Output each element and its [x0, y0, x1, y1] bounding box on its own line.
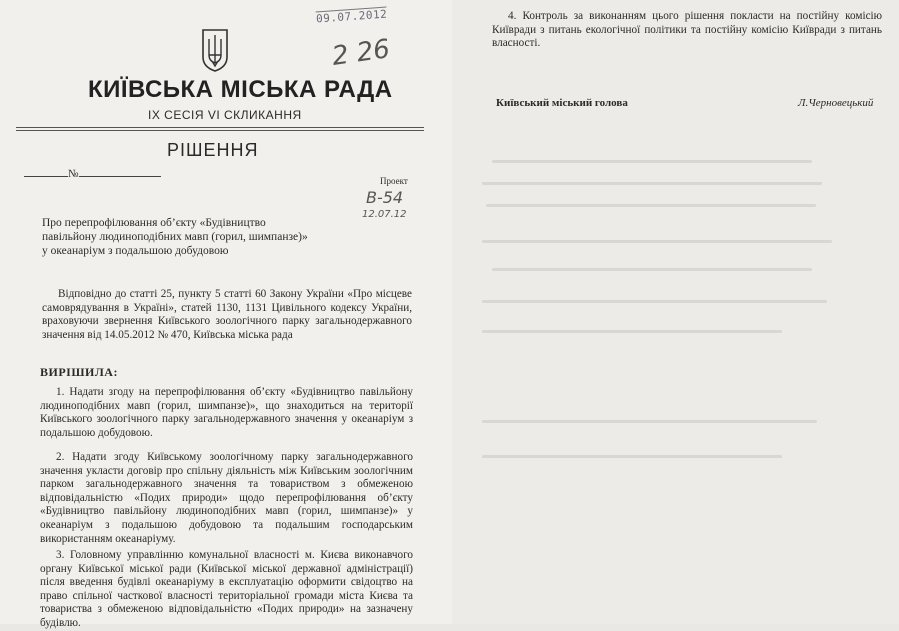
faint-bleed-through [482, 455, 782, 458]
number-sign: № [68, 168, 79, 180]
project-date: 12.07.12 [362, 209, 407, 220]
project-code: В-54 [366, 188, 404, 207]
decision-item-2: 2. Надати згоду Київському зоологічному парку загальнодержавного значення укласти договір про спільну діяльність між Київським зоологічним парком загальнодержавного значення та товариством з обмеженою відповідальністю «Подих природи» щодо перепрофілювання об’єкту «Будівництво павільйону людиноподібних мавп (горил, шимпанзе)» у океанаріум з подальшою добудовою та подальшим господарським використанням океанаріуму. [40, 451, 413, 545]
right-page [452, 0, 899, 624]
decision-item-3: 3. Головному управлінню комунальної власності м. Києва виконавчого органу Київської міської ради (Київської міської державної адміністрації) після введення будівлі океанаріуму в експлуатацію оформити свідоцтво на право спільної часткової власності територіальної громади міста Києва та товариства з обмеженою відповідальністю «Подих природи» на зазначену будівлю. [40, 549, 413, 629]
signature-role: Київський міський голова [496, 97, 628, 109]
faint-bleed-through [482, 420, 817, 423]
faint-bleed-through [482, 182, 822, 185]
council-title: КИЇВСЬКА МІСЬКА РАДА [88, 76, 393, 103]
registration-stamp-date: 09.07.2012 [315, 7, 388, 26]
faint-bleed-through [486, 204, 816, 207]
faint-bleed-through [482, 300, 827, 303]
signature-name: Л.Черновецький [798, 97, 874, 109]
decision-number-line [24, 168, 161, 180]
faint-bleed-through [492, 160, 812, 163]
decision-title: РІШЕННЯ [167, 140, 259, 160]
faint-bleed-through [492, 268, 812, 271]
handwritten-number: 2 26 [330, 34, 392, 72]
faint-bleed-through [482, 330, 782, 333]
number-blank [79, 168, 161, 177]
date-blank [24, 168, 68, 177]
session-info: IX СЕСІЯ VI СКЛИКАННЯ [148, 108, 302, 122]
decision-item-1: 1. Надати згоду на перепрофілювання об’єкту «Будівництво павільйону людиноподібних мавп (горил, шимпанзе)», що знаходиться на території Київського зоологічного парку загальнодержавного значення у океанаріум з подальшою добудовою. [40, 386, 413, 439]
resolved-heading: ВИРІШИЛА: [40, 365, 118, 379]
project-label: Проект [380, 176, 408, 186]
coat-of-arms-emblem-icon [200, 27, 230, 73]
preamble-paragraph: Відповідно до статті 25, пункту 5 статті 60 Закону України «Про місцеве самоврядування в Україні», статей 1130, 1131 Цивільного кодексу України, враховуючи звернення Київського зоологічного парку загальнодержавного значення від 14.05.2012 № 470, Київська міська рада [42, 288, 412, 341]
faint-bleed-through [482, 240, 832, 243]
decision-subject: Про перепрофілювання об’єкту «Будівництво павільйону людиноподібних мавп (горил, шимпанзе)» у океанаріум з подальшою добудовою [42, 217, 308, 257]
header-rule [16, 130, 424, 131]
header-rule [16, 127, 424, 128]
decision-item-4: 4. Контроль за виконанням цього рішення покласти на постійну комісію Київради з питань екологічної політики та постійну комісію Київради з питань власності. [492, 10, 882, 50]
